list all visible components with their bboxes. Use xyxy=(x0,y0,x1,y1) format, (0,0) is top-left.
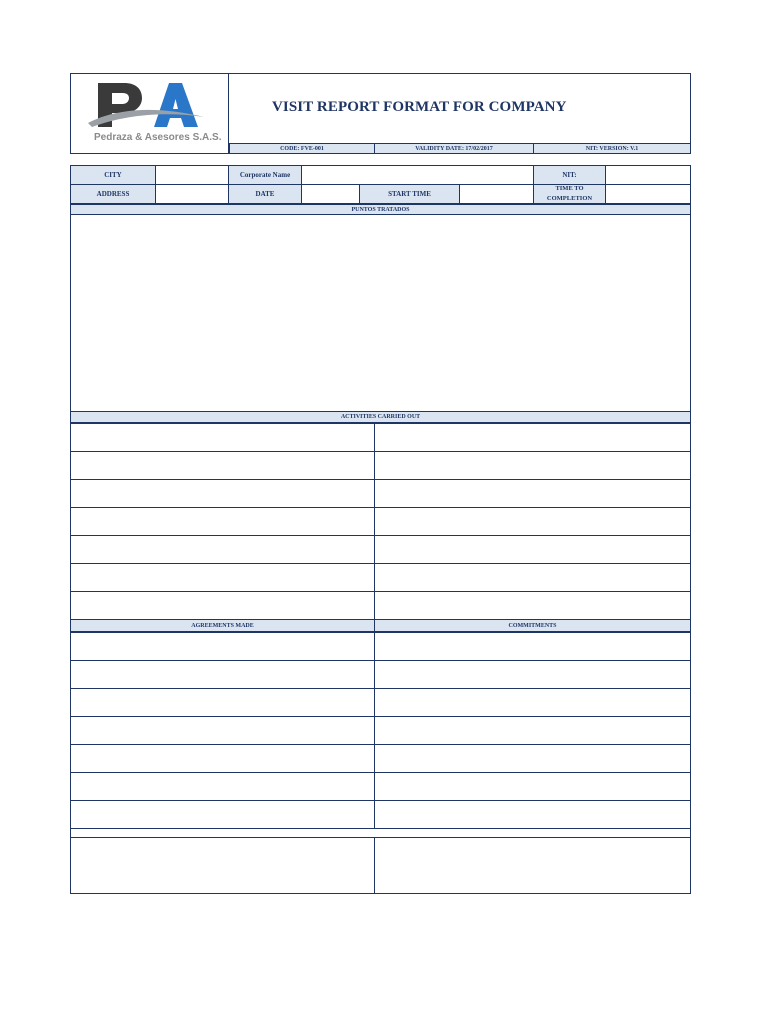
agreements-header: AGREEMENTS MADE xyxy=(70,619,375,632)
activity-row-cell[interactable] xyxy=(374,535,691,564)
activity-row-cell[interactable] xyxy=(70,535,375,564)
agreement-row-cell[interactable] xyxy=(70,632,375,661)
company-logo xyxy=(84,79,222,145)
address-label: ADDRESS xyxy=(70,184,156,204)
puntos-tratados-header: PUNTOS TRATADOS xyxy=(70,204,691,215)
logo-divider xyxy=(228,73,229,154)
validity-date-label: VALIDITY DATE: 17/02/2017 xyxy=(374,143,534,154)
puntos-tratados-area[interactable] xyxy=(70,214,691,412)
signature-right[interactable] xyxy=(374,837,691,894)
nit-label: NIT: xyxy=(533,165,606,185)
time-to-completion-field[interactable] xyxy=(605,184,691,204)
activities-header: ACTIVITIES CARRIED OUT xyxy=(70,411,691,423)
corporate-name-label: Corporate Name xyxy=(228,165,302,185)
agreement-row-cell[interactable] xyxy=(374,800,691,829)
activity-row-cell[interactable] xyxy=(374,451,691,480)
version-label: NIT: VERSION: V.1 xyxy=(533,143,691,154)
agreement-row-cell[interactable] xyxy=(70,688,375,717)
agreement-row-cell[interactable] xyxy=(70,716,375,745)
code-label: CODE: FVE-001 xyxy=(229,143,375,154)
city-field[interactable] xyxy=(155,165,229,185)
agreement-row-cell[interactable] xyxy=(374,660,691,689)
agreement-row-cell[interactable] xyxy=(374,688,691,717)
page-title: VISIT REPORT FORMAT FOR COMPANY xyxy=(272,99,567,115)
activity-row-cell[interactable] xyxy=(70,507,375,536)
address-field[interactable] xyxy=(155,184,229,204)
activity-row-cell[interactable] xyxy=(374,591,691,620)
agreement-row-cell[interactable] xyxy=(70,744,375,773)
pa-logo-icon xyxy=(84,79,210,131)
company-name: Pedraza & Asesores S.A.S. xyxy=(94,132,222,143)
date-field[interactable] xyxy=(301,184,360,204)
agreement-row-cell[interactable] xyxy=(70,772,375,801)
agreement-row-cell[interactable] xyxy=(374,716,691,745)
nit-field[interactable] xyxy=(605,165,691,185)
start-time-field[interactable] xyxy=(459,184,534,204)
commitments-header: COMMITMENTS xyxy=(374,619,691,632)
activity-row-cell[interactable] xyxy=(374,563,691,592)
agreement-row-cell[interactable] xyxy=(70,800,375,829)
agreement-row-cell[interactable] xyxy=(374,632,691,661)
activity-row-cell[interactable] xyxy=(70,451,375,480)
signature-left[interactable] xyxy=(70,837,375,894)
corporate-name-field[interactable] xyxy=(301,165,534,185)
activity-row-cell[interactable] xyxy=(374,507,691,536)
start-time-label: START TIME xyxy=(359,184,460,204)
activity-row-cell[interactable] xyxy=(70,591,375,620)
agreement-row-cell[interactable] xyxy=(374,772,691,801)
time-to-completion-label: TIME TO COMPLETION xyxy=(533,184,606,204)
activity-row-cell[interactable] xyxy=(70,563,375,592)
activity-row-cell[interactable] xyxy=(374,423,691,452)
activity-row-cell[interactable] xyxy=(70,479,375,508)
city-label: CITY xyxy=(70,165,156,185)
activity-row-cell[interactable] xyxy=(374,479,691,508)
agreement-row-cell[interactable] xyxy=(70,660,375,689)
date-label: DATE xyxy=(228,184,302,204)
activity-row-cell[interactable] xyxy=(70,423,375,452)
agreement-row-cell[interactable] xyxy=(374,744,691,773)
